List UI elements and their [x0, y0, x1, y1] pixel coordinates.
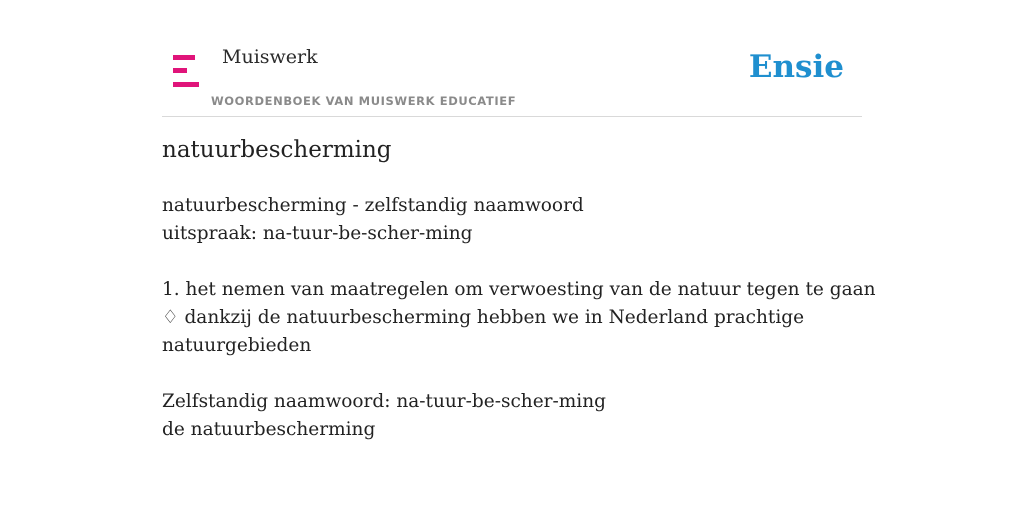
ensie-logo-link[interactable]: Ensie: [748, 49, 844, 85]
logo-bar-middle: [173, 68, 187, 73]
logo-bar-top: [173, 55, 195, 60]
brand-subtitle: WOORDENBOEK VAN MUISWERK EDUCATIEF: [211, 94, 517, 108]
page: [162, 0, 876, 512]
grammar-line: Zelfstandig naamwoord: na-tuur-be-scher-ming: [162, 391, 606, 412]
header: [162, 0, 862, 117]
pronunciation-line: uitspraak: na-tuur-be-scher-ming: [162, 223, 473, 244]
muiswerk-logo-icon[interactable]: [173, 55, 199, 87]
brand-name[interactable]: Muiswerk: [222, 46, 318, 68]
example-line: ♢ dankzij de natuurbescherming hebben we in Nederland prachtige: [162, 307, 805, 328]
blank-line: [162, 360, 862, 388]
example-line-continued: natuurgebieden: [162, 335, 312, 356]
article-line: de natuurbescherming: [162, 419, 376, 440]
headword-line: natuurbescherming - zelfstandig naamwoord: [162, 195, 584, 216]
entry-title: natuurbescherming: [162, 137, 392, 163]
definition-line: 1. het nemen van maatregelen om verwoesting van de natuur tegen te gaan: [162, 279, 876, 300]
logo-bar-bottom: [173, 82, 199, 87]
blank-line: [162, 248, 862, 276]
entry-body: [162, 192, 876, 444]
